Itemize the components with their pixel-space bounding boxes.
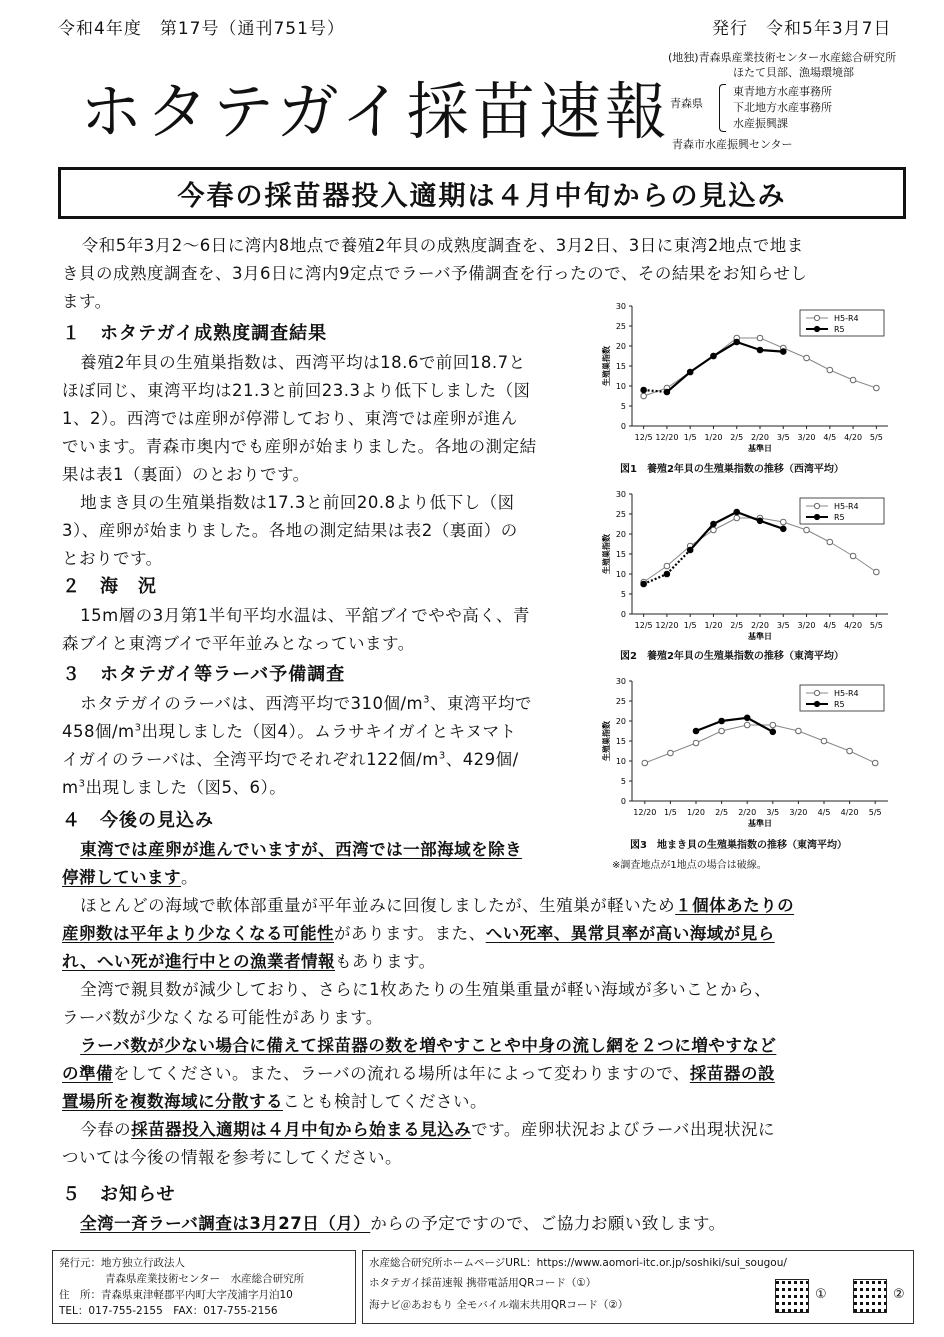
y-tick-label: 0 xyxy=(620,610,626,619)
series-line-segment xyxy=(713,518,736,530)
legend-marker xyxy=(814,514,819,519)
data-point xyxy=(780,519,786,525)
publisher-line: 発行元：地方独立行政法人 xyxy=(59,1257,185,1269)
x-tick-label: 1/5 xyxy=(663,808,677,817)
headline: 今春の採苗器投入適期は４月中旬からの見込み xyxy=(58,167,906,219)
series-line-segment xyxy=(798,731,824,741)
intro-line-1: 令和5年3月2～6日に湾内8地点で養殖2年貝の成熟度調査を、3月2日、3日に東湾2地点で地ま xyxy=(81,236,804,255)
data-point xyxy=(664,563,670,569)
issue-date: 発行 令和5年3月7日 xyxy=(712,19,892,39)
section-5 xyxy=(62,1180,902,1238)
y-tick-label: 25 xyxy=(615,322,626,331)
s1-p2-line: 地まき貝の生殖巣指数は17.3と前回20.8より低下し（図 xyxy=(80,493,515,512)
series-line-segment xyxy=(760,338,783,348)
s4-line xyxy=(62,864,902,892)
data-point xyxy=(734,339,740,345)
highlight-text: 置場所を複数海域に分散する xyxy=(62,1092,283,1111)
data-point xyxy=(687,547,693,553)
y-axis-label: 生殖巣指数 xyxy=(602,721,611,761)
data-point xyxy=(744,722,750,728)
data-point xyxy=(780,526,786,532)
s1-p1-line: 養殖2年貝の生殖巣指数は、西湾平均は18.6で前回18.7と xyxy=(80,353,526,372)
chart-figure-2 xyxy=(600,488,900,656)
series-line-segment xyxy=(760,350,783,352)
series-line-segment xyxy=(644,388,667,396)
s4-text: 。 xyxy=(181,868,198,887)
series-line-segment xyxy=(737,512,760,521)
x-tick-label: 5/5 xyxy=(868,808,882,817)
qr-number-1: ① xyxy=(815,1287,827,1302)
data-point xyxy=(664,389,670,395)
s4-line xyxy=(62,1088,902,1116)
section-1 xyxy=(62,319,597,573)
x-axis-label: 基準日 xyxy=(748,444,772,453)
s1-p1-line: 1、2）。西湾では産卵が停滞しており、東湾では産卵が進ん xyxy=(62,409,518,428)
s1-p1-line: ほぼ同じ、東湾平均は21.3と前回23.3より低下しました（図 xyxy=(62,381,531,400)
series-line-segment xyxy=(713,342,736,356)
x-tick-label: 5/5 xyxy=(869,621,883,630)
data-point xyxy=(827,367,833,373)
superscript: 3 xyxy=(134,722,142,734)
section-5-heading: ５ お知らせ xyxy=(62,1184,176,1205)
superscript: 3 xyxy=(423,694,430,706)
qr-label-2: 海ナビ＠あおもり 全モバイル端末共用QRコード（②） xyxy=(369,1299,629,1311)
section-2 xyxy=(62,572,597,658)
s4-line: 全湾で親貝数が減少しており、さらに1枚あたりの生殖巣重量が軽い海域が多いことから、 xyxy=(80,980,772,999)
series-line-segment xyxy=(830,542,853,556)
series-line-segment xyxy=(850,751,876,763)
x-tick-label: 2/20 xyxy=(751,433,769,442)
series-line-segment xyxy=(807,530,830,542)
series-line-segment xyxy=(690,524,713,550)
highlight-text: へい死率、異常貝率が高い海域が見ら xyxy=(485,924,775,943)
x-tick-label: 12/20 xyxy=(655,433,679,442)
chart-note: ※調査地点が1地点の場合は破線。 xyxy=(612,860,767,871)
highlight-text: 採苗器の設 xyxy=(689,1064,775,1083)
x-tick-label: 1/20 xyxy=(704,621,723,630)
s5-line xyxy=(62,1210,902,1238)
data-point xyxy=(711,353,717,359)
s4-line xyxy=(62,1060,902,1088)
s4-text: です。産卵状況およびラーバ出現状況に xyxy=(471,1120,775,1139)
legend-label: H5-R4 xyxy=(834,502,859,511)
y-axis-label: 生殖巣指数 xyxy=(602,346,611,386)
publisher-info xyxy=(52,1250,356,1324)
s3-line-3 xyxy=(62,746,597,774)
s3-text: 出現しました（図4）。ムラサキイガイとキヌマト xyxy=(141,722,517,741)
s5-text: からの予定ですので、ご協力お願い致します。 xyxy=(370,1214,726,1233)
section-2-heading: ２ 海 況 xyxy=(62,576,157,597)
chart-caption-2: 図2 養殖2年貝の生殖巣指数の推移（東湾平均） xyxy=(620,651,844,662)
address-line: 住 所：青森県東津軽郡平内町大字茂浦字月泊10 xyxy=(59,1289,293,1301)
x-tick-label: 3/20 xyxy=(789,808,808,817)
org-office-tosei: 東青地方水産事務所 xyxy=(733,85,832,98)
s4-text: 今春の xyxy=(80,1120,132,1139)
data-point xyxy=(641,581,647,587)
x-tick-label: 3/20 xyxy=(797,433,816,442)
data-point xyxy=(804,355,810,361)
x-tick-label: 3/5 xyxy=(776,433,790,442)
data-point xyxy=(664,571,670,577)
x-tick-label: 2/20 xyxy=(751,621,769,630)
series-line-segment xyxy=(783,348,806,358)
y-tick-label: 5 xyxy=(620,402,626,411)
y-tick-label: 10 xyxy=(615,570,626,579)
s3-text: 458個/m xyxy=(62,722,135,741)
data-point xyxy=(780,349,786,355)
section-3-heading: ３ ホタテガイ等ラーバ予備調査 xyxy=(62,664,346,685)
org-prefecture: 青森県 xyxy=(670,97,703,110)
x-tick-label: 12/5 xyxy=(634,621,653,630)
series-line-segment xyxy=(722,718,748,721)
x-tick-label: 5/5 xyxy=(869,433,883,442)
s4-text: ほとんどの海域で軟体部重量が平年並みに回復しましたが、生殖巣が軽いため xyxy=(80,896,676,915)
s3-text: 、429個/ xyxy=(445,750,519,769)
data-point xyxy=(821,738,827,744)
data-point xyxy=(872,760,878,766)
y-tick-label: 5 xyxy=(620,590,626,599)
qr-code-icon[interactable] xyxy=(775,1279,809,1313)
data-point xyxy=(757,347,763,353)
legend-marker xyxy=(814,503,819,508)
section-4 xyxy=(62,806,902,1172)
series-line-segment xyxy=(667,372,690,392)
data-point xyxy=(693,740,699,746)
section-4-heading: ４ 今後の見込み xyxy=(62,810,214,831)
series-line-segment xyxy=(722,725,748,731)
chart-figure-1 xyxy=(600,300,900,478)
data-point xyxy=(804,527,810,533)
s4-text: もあります。 xyxy=(335,952,436,971)
org-departments: ほたて貝部、漁場環境部 xyxy=(733,66,854,79)
s2-line: 15m層の3月第1半旬平均水温は、平舘ブイでやや高く、青 xyxy=(80,606,530,625)
contact-line: TEL：017-755-2155 FAX：017-755-2156 xyxy=(59,1305,278,1317)
series-line-segment xyxy=(824,741,850,751)
data-point xyxy=(687,369,693,375)
highlight-text: 停滞しています xyxy=(62,868,181,887)
data-point xyxy=(770,729,776,735)
x-tick-label: 1/5 xyxy=(683,433,697,442)
y-tick-label: 20 xyxy=(615,342,626,351)
y-tick-label: 25 xyxy=(615,697,626,706)
legend-marker xyxy=(814,701,819,706)
legend-marker xyxy=(814,690,819,695)
y-tick-label: 5 xyxy=(620,777,626,786)
legend-label: R5 xyxy=(834,325,845,334)
data-point xyxy=(744,715,750,721)
s1-p1-line: でいます。青森市奥内でも産卵が始まりました。各地の測定結 xyxy=(62,437,537,456)
data-point xyxy=(641,393,647,399)
s4-line xyxy=(62,1116,902,1144)
series-line-segment xyxy=(670,743,696,753)
series-line-segment xyxy=(696,731,722,743)
series-line-segment xyxy=(853,556,876,572)
data-point xyxy=(642,760,648,766)
series-line-segment xyxy=(667,550,690,574)
intro-line-3: ます。 xyxy=(62,292,112,311)
y-tick-label: 30 xyxy=(615,490,626,499)
data-point xyxy=(734,515,740,521)
legend-label: R5 xyxy=(834,700,845,709)
x-tick-label: 4/5 xyxy=(817,808,831,817)
data-point xyxy=(850,553,856,559)
x-tick-label: 1/5 xyxy=(683,621,697,630)
x-tick-label: 1/20 xyxy=(687,808,705,817)
y-tick-label: 10 xyxy=(615,382,626,391)
issue-number: 令和4年度 第17号（通刊751号） xyxy=(58,19,345,39)
series-line-segment xyxy=(713,512,736,524)
x-tick-label: 3/5 xyxy=(776,621,790,630)
s4-line: ついては今後の情報を参考にしてください。 xyxy=(62,1148,402,1167)
qr-label-1: ホタテガイ採苗速報 携帯電話用QRコード（①） xyxy=(369,1277,597,1289)
chart-caption-1: 図1 養殖2年貝の生殖巣指数の推移（西湾平均） xyxy=(620,464,844,475)
data-point xyxy=(719,718,725,724)
data-point xyxy=(757,518,763,524)
y-tick-label: 25 xyxy=(615,510,626,519)
x-tick-label: 2/20 xyxy=(738,808,757,817)
data-point xyxy=(847,748,853,754)
x-tick-label: 2/5 xyxy=(730,621,744,630)
chart-caption-3: 図3 地まき貝の生殖巣指数の推移（東湾平均） xyxy=(630,840,847,851)
x-tick-label: 2/5 xyxy=(730,433,744,442)
s4-line xyxy=(62,948,902,976)
data-point xyxy=(874,569,880,575)
x-tick-label: 12/20 xyxy=(655,621,679,630)
data-point xyxy=(850,377,856,383)
org-fisheries-division: 水産振興課 xyxy=(733,117,788,130)
series-line-segment xyxy=(667,546,690,566)
section-3 xyxy=(62,660,597,802)
s3-text: m xyxy=(62,778,79,797)
links-info xyxy=(362,1250,914,1324)
series-line-segment xyxy=(696,721,722,731)
s3-text: ホタテガイのラーバは、西湾平均で310個/m xyxy=(80,694,424,713)
data-point xyxy=(711,527,717,533)
s4-line xyxy=(62,1032,902,1060)
x-tick-label: 4/5 xyxy=(823,621,837,630)
data-point xyxy=(770,722,776,728)
highlight-text: の準備 xyxy=(62,1064,113,1083)
s3-text: 、東湾平均で xyxy=(430,694,532,713)
legend-label: R5 xyxy=(834,513,845,522)
s1-p1-line: 果は表1（裏面）のとおりです。 xyxy=(62,465,310,484)
x-tick-label: 4/20 xyxy=(844,433,863,442)
highlight-text: 産卵数は平年より少なくなる可能性 xyxy=(62,924,334,943)
highlight-text: 採苗器投入適期は４月中旬から始まる見込み xyxy=(131,1120,472,1139)
y-tick-label: 30 xyxy=(615,302,626,311)
org-research-institute: (地独)青森県産業技術センター水産総合研究所 xyxy=(668,51,897,64)
x-tick-label: 3/5 xyxy=(766,808,780,817)
publisher-line: 青森県産業技術センター 水産総合研究所 xyxy=(105,1273,305,1285)
highlight-text: ラーバ数が少ない場合に備えて採苗器の数を増やすことや中身の流し網を２つに増やすなど xyxy=(80,1036,777,1055)
org-city-center: 青森市水産振興センター xyxy=(672,138,793,151)
series-line-segment xyxy=(645,753,671,763)
x-tick-label: 12/5 xyxy=(634,433,653,442)
series-line-segment xyxy=(737,342,760,350)
series-line-segment xyxy=(690,356,713,372)
data-point xyxy=(734,509,740,515)
s3-text: 出現しました（図5、6）。 xyxy=(85,778,287,797)
legend-label: H5-R4 xyxy=(834,314,859,323)
x-tick-label: 3/20 xyxy=(797,621,816,630)
x-tick-label: 4/20 xyxy=(840,808,859,817)
x-axis-label: 基準日 xyxy=(748,819,772,828)
y-tick-label: 20 xyxy=(615,530,626,539)
s3-line-4 xyxy=(62,774,597,802)
series-line-segment xyxy=(807,358,830,370)
y-tick-label: 0 xyxy=(620,797,626,806)
series-line-segment xyxy=(773,725,799,731)
s2-line: 森ブイと東湾ブイで平年並みとなっています。 xyxy=(62,634,415,653)
x-tick-label: 4/20 xyxy=(844,621,863,630)
x-tick-label: 4/5 xyxy=(823,433,837,442)
y-tick-label: 15 xyxy=(615,737,626,746)
y-tick-label: 15 xyxy=(615,362,626,371)
homepage-url[interactable]: 水産総合研究所ホームページURL：https://www.aomori-itc.or.jp/soshiki/sui_sougou/ xyxy=(369,1257,787,1269)
s4-text: があります。また、 xyxy=(334,924,486,943)
s1-p2-line: とおりです。 xyxy=(62,549,163,568)
data-point xyxy=(757,335,763,341)
legend-marker xyxy=(814,326,819,331)
x-tick-label: 1/20 xyxy=(704,433,723,442)
qr-number-2: ② xyxy=(893,1287,905,1302)
data-point xyxy=(668,750,674,756)
y-tick-label: 20 xyxy=(615,717,626,726)
data-point xyxy=(827,539,833,545)
y-tick-label: 15 xyxy=(615,550,626,559)
data-point xyxy=(693,728,699,734)
superscript: 3 xyxy=(78,778,86,790)
section-1-heading: １ ホタテガイ成熟度調査結果 xyxy=(62,323,328,344)
org-office-shimokita: 下北地方水産事務所 xyxy=(733,101,832,114)
superscript: 3 xyxy=(438,750,446,762)
legend-label: H5-R4 xyxy=(834,689,859,698)
highlight-text: １個体あたりの xyxy=(675,896,795,915)
highlight-text: 全湾一斉ラーバ調査は3月27日（月） xyxy=(80,1214,371,1233)
legend-marker xyxy=(814,315,819,320)
s4-text: ことも検討してください。 xyxy=(283,1092,487,1111)
x-tick-label: 12/20 xyxy=(633,808,657,817)
data-point xyxy=(711,521,717,527)
org-bracket xyxy=(719,84,726,132)
y-tick-label: 10 xyxy=(615,757,626,766)
s4-line xyxy=(62,920,902,948)
s4-line xyxy=(62,892,902,920)
s3-text: イガイのラーバは、全湾平均でそれぞれ122個/m xyxy=(62,750,439,769)
x-axis-label: 基準日 xyxy=(748,632,772,641)
highlight-text: 東湾では産卵が進んでいますが、西湾では一部海域を除き xyxy=(80,840,523,859)
chart-figure-3 xyxy=(600,675,900,843)
s4-text: をしてください。また、ラーバの流れる場所は年によって変わりますので、 xyxy=(113,1064,690,1083)
data-point xyxy=(874,385,880,391)
highlight-text: れ、へい死が進行中との漁業者情報 xyxy=(62,952,335,971)
s3-line-1 xyxy=(62,690,597,718)
page-title: ホタテガイ採苗速報 xyxy=(80,75,671,148)
s3-line-2 xyxy=(62,718,597,746)
series-line-segment xyxy=(830,370,853,380)
intro-line-2: き貝の成熟度調査を、3月6日に湾内9定点でラーバ予備調査を行ったので、その結果をお知らせし xyxy=(62,264,808,283)
data-point xyxy=(641,387,647,393)
s1-p2-line: 3）、産卵が始まりました。各地の測定結果は表2（裏面）の xyxy=(62,521,518,540)
qr-code-icon[interactable] xyxy=(853,1279,887,1313)
y-tick-label: 30 xyxy=(615,677,626,686)
series-line-segment xyxy=(853,380,876,388)
data-point xyxy=(796,728,802,734)
y-axis-label: 生殖巣指数 xyxy=(602,534,611,574)
series-line-segment xyxy=(760,521,783,529)
y-tick-label: 0 xyxy=(620,422,626,431)
s4-line: ラーバ数が少なくなる可能性があります。 xyxy=(62,1008,383,1027)
x-tick-label: 2/5 xyxy=(715,808,729,817)
data-point xyxy=(719,728,725,734)
